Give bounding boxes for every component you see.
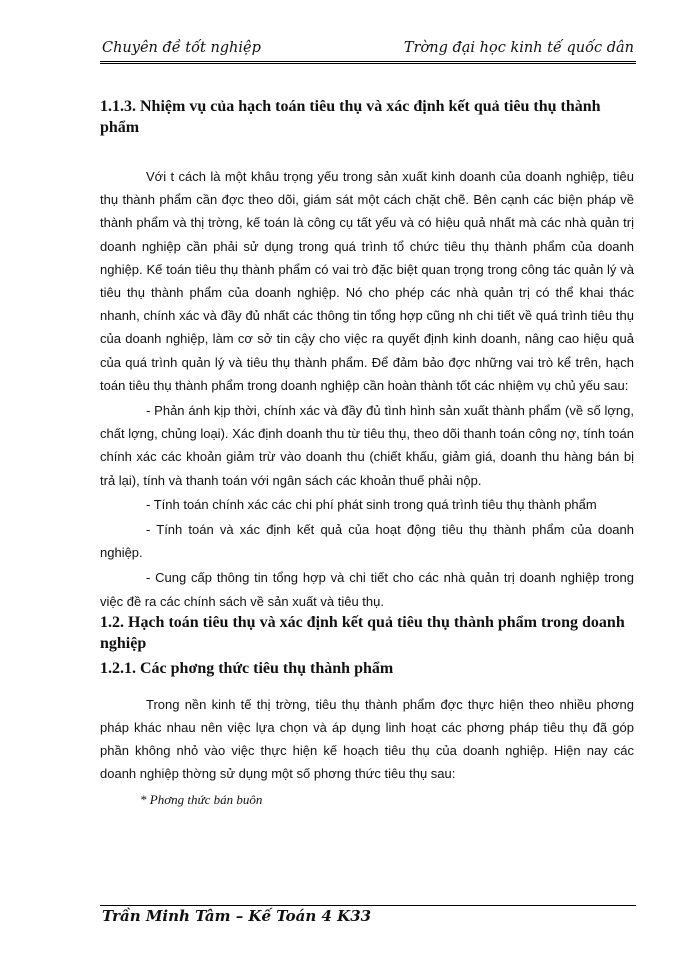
document-body [100, 96, 634, 811]
paragraph-intro: Với t cách là một khâu trọng yếu trong sản xuất kinh doanh của doanh nghiệp, tiêu thụ thành phẩm cần đợc theo dõi, giám sát một cách chặt chẽ. Bên cạnh các biện pháp về thành phẩm và thị trờng, kế toán là công cụ tất yếu và có hiệu quả nhất mà các nhà quản trị doanh nghiệp cần phải sử dụng trong quá trình tổ chức tiêu thụ thành phẩm của doanh nghiệp. Kế toán tiêu thụ thành phẩm có vai trò đặc biệt quan trọng trong công tác quản lý và tiêu thụ thành phẩm của doanh nghiệp. Nó cho phép các nhà quản trị có thể khai thác nhanh, chính xác và đầy đủ nhất các thông tin tổng hợp cũng nh chi tiết về quá trình tiêu thụ của doanh nghiệp, làm cơ sở tin cậy cho việc ra quyết định kinh doanh, nâng cao hiệu quả của quá trình quản lý và tiêu thụ thành phẩm. Để đảm bảo đợc những vai trò kể trên, hạch toán tiêu thụ thành phẩm trong doanh nghiệp cần hoàn thành tốt các nhiệm vụ chủ yếu sau: [100, 169, 634, 393]
list-item: - Tính toán chính xác các chi phí phát sinh trong quá trình tiêu thụ thành phẩm [146, 496, 597, 512]
header-right-title: Trờng đại học kinh tế quốc dân [403, 40, 634, 56]
section-heading-1-2-1: 1.2.1. Các phơng thức tiêu thụ thành phẩm [100, 659, 394, 677]
running-footer: Trần Minh Tâm – Kế Toán 4 K33 [102, 907, 372, 925]
running-header [100, 38, 636, 62]
header-rule [100, 61, 636, 64]
list-item: - Cung cấp thông tin tổng hợp và chi tiết cho các nhà quản trị doanh nghiệp trong việc đề ra các chính sách về sản xuất và tiêu thụ. [100, 570, 634, 609]
header-left-title: Chuyên đề tốt nghiệp [102, 40, 261, 56]
footer-rule [100, 905, 636, 906]
section-heading-1-2: 1.2. Hạch toán tiêu thụ và xác định kết quả tiêu thụ thành phẩm trong doanh nghiệp [100, 613, 625, 652]
list-item: - Phản ánh kịp thời, chính xác và đầy đủ tình hình sản xuất thành phẩm (về số lợng, chất lợng, chủng loại). Xác định doanh thu từ tiêu thụ, theo dõi thanh toán công nợ, tính toán chính xác các khoản giảm trừ vào doanh thu (chiết khấu, giảm giá, doanh thu hàng bán bị trả lại), tính và thanh toán với ngân sách các khoản thuế phải nộp. [100, 403, 634, 488]
list-item: - Tính toán và xác định kết quả của hoạt động tiêu thụ thành phẩm của doanh nghiệp. [100, 522, 634, 561]
section-heading-1-1-3: 1.1.3. Nhiệm vụ của hạch toán tiêu thụ và xác định kết quả tiêu thụ thành phẩm [100, 98, 601, 136]
subitem-wholesale: * Phơng thức bán buôn [140, 791, 263, 807]
paragraph-sales-methods: Trong nền kinh tế thị trờng, tiêu thụ thành phẩm đợc thực hiện theo nhiều phơng pháp khác nhau nên việc lựa chọn và áp dụng linh hoạt các phơng pháp tiêu thụ đã góp phần không nhỏ vào việc thực hiện kế hoạch tiêu thụ của doanh nghiệp. Hiện nay các doanh nghiệp thờng sử dụng một số phơng thức tiêu thụ sau: [100, 696, 634, 782]
